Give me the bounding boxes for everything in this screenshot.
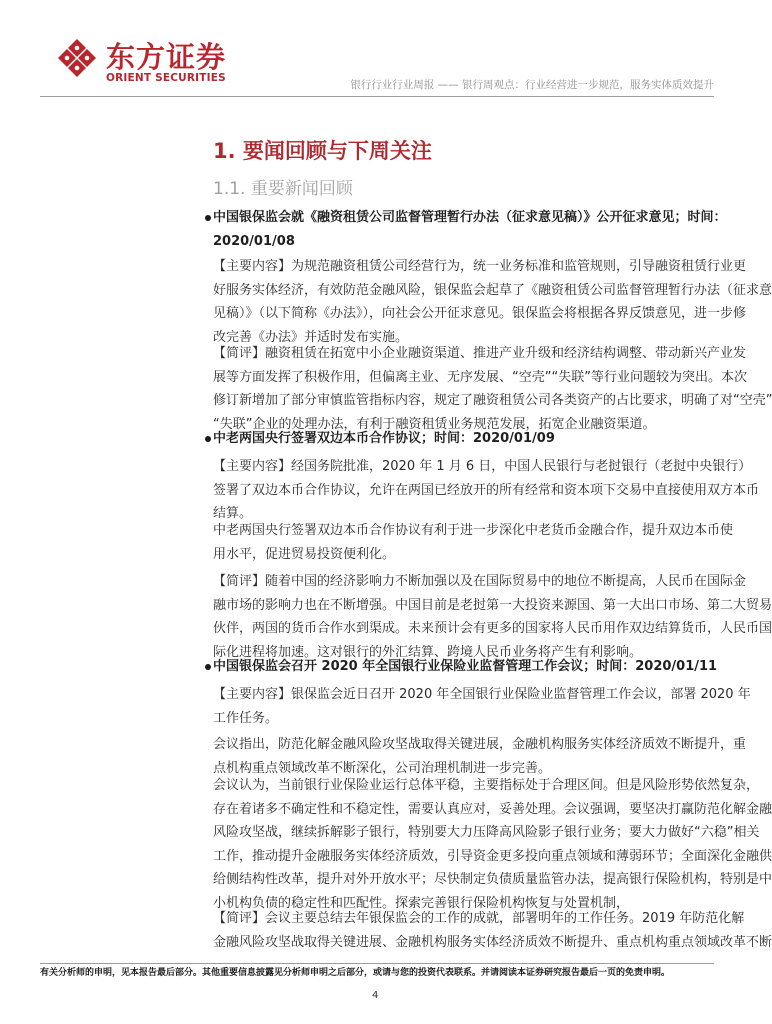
footer-disclaimer: 有关分析师的申明，见本报告最后部分。其他重要信息披露见分析师申明之后部分，或请与您的投资代表联系。并请阅读本证券研究报告最后一页的免责申明。 (40, 968, 671, 978)
news-1-title: 中国银保监会就《融资租赁公司监督管理暂行办法（征求意见稿）》公开征求意见；时间： 2020/01/08 (213, 210, 727, 249)
page-number: 4 (372, 990, 379, 1001)
header-divider (40, 96, 714, 97)
bullet-icon (205, 436, 211, 442)
bullet-icon (205, 215, 211, 221)
orient-logo-icon (57, 38, 97, 78)
news-2-title: 中老两国央行签署双边本币合作协议；时间：2020/01/09 (213, 431, 555, 446)
news-1-content: 【主要内容】为规范融资租赁公司经营行为，统一业务标准和监管规则，引导融资租赁行业更 好服务实体经济，有效防范金融风险，银保监会起草了《融资租赁公司监督管理暂行办法（征求意 见稿）》（以下简称《办法》），向社会公开征求意见。银保监会将根据各界反馈意见，进一步修 改完善《办法》并适时发布实施。 (213, 259, 772, 345)
section-heading: 1. 要闻回顾与下周关注 (213, 139, 432, 163)
news-2-paragraph: 中老两国央行签署双边本币合作协议有利于进一步深化中老货币金融合作，提升双边本币使 用水平，促进贸易投资便利化。 (213, 523, 734, 562)
subsection-heading: 1.1. 重要新闻回顾 (213, 179, 353, 199)
bullet-icon (205, 664, 211, 670)
logo-english-name: ORIENT SECURITIES (106, 72, 226, 84)
news-2-content: 【主要内容】经国务院批准，2020 年 1 月 6 日，中国人民银行与老挝银行（老挝中央银行） 签署了双边本币合作协议，允许在两国已经放开的所有经常和资本项下交易中直接使用双方本币 结算。 (213, 459, 760, 521)
page-header (40, 38, 714, 98)
news-1-comment: 【简评】融资租赁在拓宽中小企业融资渠道、推进产业升级和经济结构调整、带动新兴产业发 展等方面发挥了积极作用，但偏离主业、无序发展、“空壳”“失联”等行业问题较为突出。本次 修订新增加了部分审慎监管指标内容，规定了融资租赁公司各类资产的占比要求，明确了对“空壳” “失联”企业的处理办法，有利于融资租赁业务规范发展，拓宽企业融资渠道。 (213, 346, 772, 432)
logo-chinese-name: 东方证券 (106, 40, 227, 74)
news-2-comment: 【简评】随着中国的经济影响力不断加强以及在国际贸易中的地位不断提高，人民币在国际金 融市场的影响力也在不断增强。中国目前是老挝第一大投资来源国、第一大出口市场、第二大贸易 伙伴，两国的货币合作水到渠成。未来预计会有更多的国家将人民币用作双边结算货币，人民币国 际化进程将加速。这对银行的外汇结算、跨境人民币业务将产生有利影响。 (213, 574, 772, 660)
news-3-comment: 【简评】会议主要总结去年银保监会的工作的成就，部署明年的工作任务。2019 年防范化解 金融风险攻坚战取得关键进展、金融机构服务实体经济质效不断提升、重点机构重点领域改革不断 (213, 911, 772, 950)
footer-divider (40, 963, 714, 964)
news-3-paragraph-2: 会议认为，当前银行业保险业运行总体平稳，主要指标处于合理区间。但是风险形势依然复杂， 存在着诸多不确定性和不稳定性，需要认真应对，妥善处理。会议强调，要坚决打赢防范化解金融 风险攻坚战，继续拆解影子银行，特别要大力压降高风险影子银行业务；要大力做好“六稳”相关 工作，推动提升金融服务实体经济质效，引导资金更多投向重点领域和薄弱环节；全面深化金融供 给侧结构性改革，提升对外开放水平；尽快制定负债质量监管办法，提高银行保险机构，特别是中 小机构负债的稳定性和匹配性。探索完善银行保险机构恢复与处置机制， (213, 778, 772, 911)
news-3-content: 【主要内容】银保监会近日召开 2020 年全国银行业保险业监督管理工作会议，部署 2020 年 工作任务。 (213, 687, 751, 726)
news-3-paragraph-1: 会议指出，防范化解金融风险攻坚战取得关键进展，金融机构服务实体经济质效不断提升，重 点机构重点领域改革不断深化，公司治理机制进一步完善。 (213, 737, 747, 776)
news-3-title: 中国银保监会召开 2020 年全国银行业保险业监督管理工作会议；时间：2020/01/11 (213, 659, 718, 674)
report-title: 银行行业行业周报 —— 银行周观点：行业经营进一步规范，服务实体质效提升 (350, 79, 714, 91)
